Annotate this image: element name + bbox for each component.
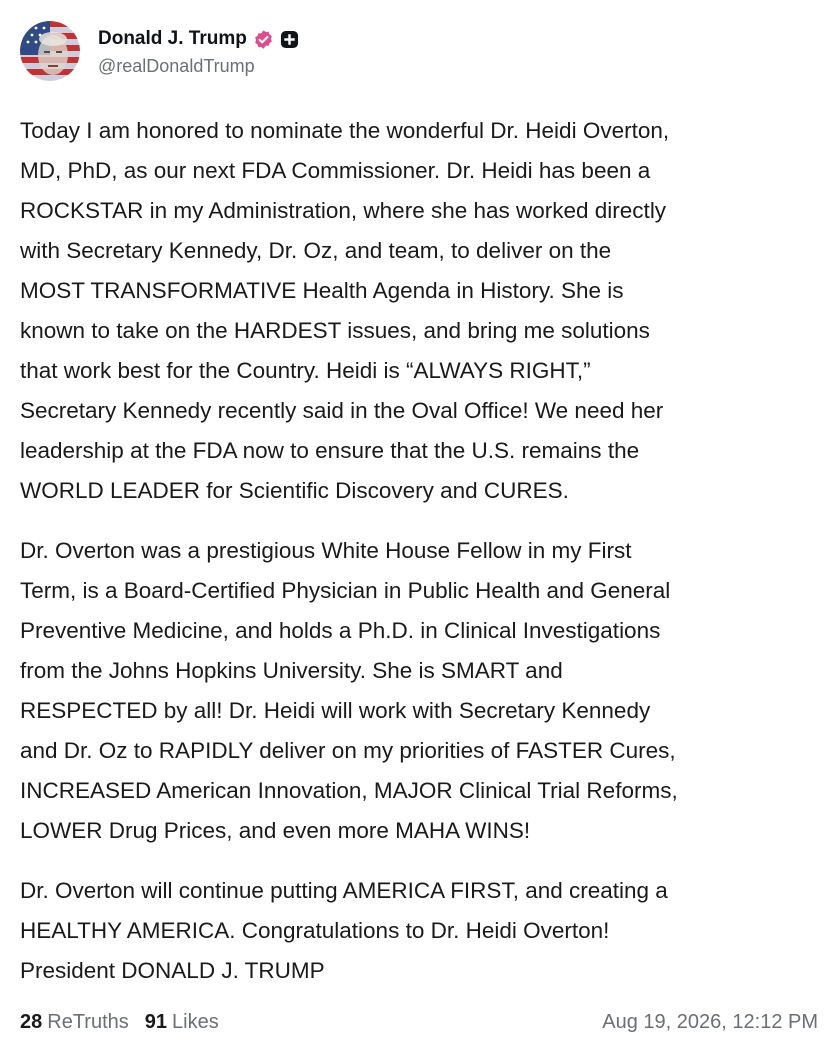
post-paragraph xyxy=(20,871,820,991)
text-line: MOST TRANSFORMATIVE Health Agenda in History. She is xyxy=(20,278,624,303)
author-display-name[interactable]: Donald J. Trump xyxy=(98,28,247,49)
avatar[interactable] xyxy=(20,21,80,81)
text-line: Term, is a Board-Certified Physician in Public Health and General xyxy=(20,578,671,603)
retruths-stat[interactable] xyxy=(20,1011,129,1034)
text-line: Dr. Overton will continue putting AMERICA FIRST, and creating a xyxy=(20,878,668,903)
text-line: RESPECTED by all! Dr. Heidi will work with Secretary Kennedy xyxy=(20,698,651,723)
text-line: INCREASED American Innovation, MAJOR Clinical Trial Reforms, xyxy=(20,778,678,803)
text-line: WORLD LEADER for Scientific Discovery and CURES. xyxy=(20,478,569,503)
post-header xyxy=(20,20,299,82)
post-timestamp[interactable]: Aug 19, 2026, 12:12 PM xyxy=(602,1010,818,1033)
retruths-count: 28 xyxy=(20,1010,43,1033)
name-row xyxy=(98,25,299,53)
text-line: known to take on the HARDEST issues, and bring me solutions xyxy=(20,318,650,343)
text-line: that work best for the Country. Heidi is “ALWAYS RIGHT,” xyxy=(20,358,591,383)
post-stats xyxy=(20,1011,235,1034)
text-line: ROCKSTAR in my Administration, where she has worked directly xyxy=(20,198,667,223)
likes-label: Likes xyxy=(172,1010,219,1033)
text-line: President DONALD J. TRUMP xyxy=(20,958,325,983)
text-line: Preventive Medicine, and holds a Ph.D. in Clinical Investigations xyxy=(20,618,661,643)
text-line: with Secretary Kennedy, Dr. Oz, and team, to deliver on the xyxy=(20,238,612,263)
post-paragraph xyxy=(20,531,820,851)
text-line: HEALTHY AMERICA. Congratulations to Dr. Heidi Overton! xyxy=(20,918,610,943)
text-line: Today I am honored to nominate the wonderful Dr. Heidi Overton, xyxy=(20,118,670,143)
text-line: LOWER Drug Prices, and even more MAHA WINS! xyxy=(20,818,531,843)
likes-stat[interactable] xyxy=(145,1011,219,1034)
text-line: MD, PhD, as our next FDA Commissioner. Dr. Heidi has been a xyxy=(20,158,651,183)
avatar-image xyxy=(20,21,80,81)
text-line: Secretary Kennedy recently said in the Oval Office! We need her xyxy=(20,398,664,423)
plus-badge-icon xyxy=(280,30,299,49)
post-paragraph xyxy=(20,111,820,511)
text-line: leadership at the FDA now to ensure that the U.S. remains the xyxy=(20,438,640,463)
text-line: Dr. Overton was a prestigious White House Fellow in my First xyxy=(20,538,632,563)
verified-badge-icon xyxy=(253,29,274,50)
author-names xyxy=(98,25,299,77)
text-line: and Dr. Oz to RAPIDLY deliver on my priorities of FASTER Cures, xyxy=(20,738,676,763)
post-content xyxy=(20,111,820,991)
retruths-label: ReTruths xyxy=(47,1010,129,1033)
post-footer xyxy=(20,1004,818,1040)
author-handle[interactable]: @realDonaldTrump xyxy=(98,56,255,76)
likes-count: 91 xyxy=(144,1010,168,1033)
text-line: from the Johns Hopkins University. She is SMART and xyxy=(20,658,563,683)
